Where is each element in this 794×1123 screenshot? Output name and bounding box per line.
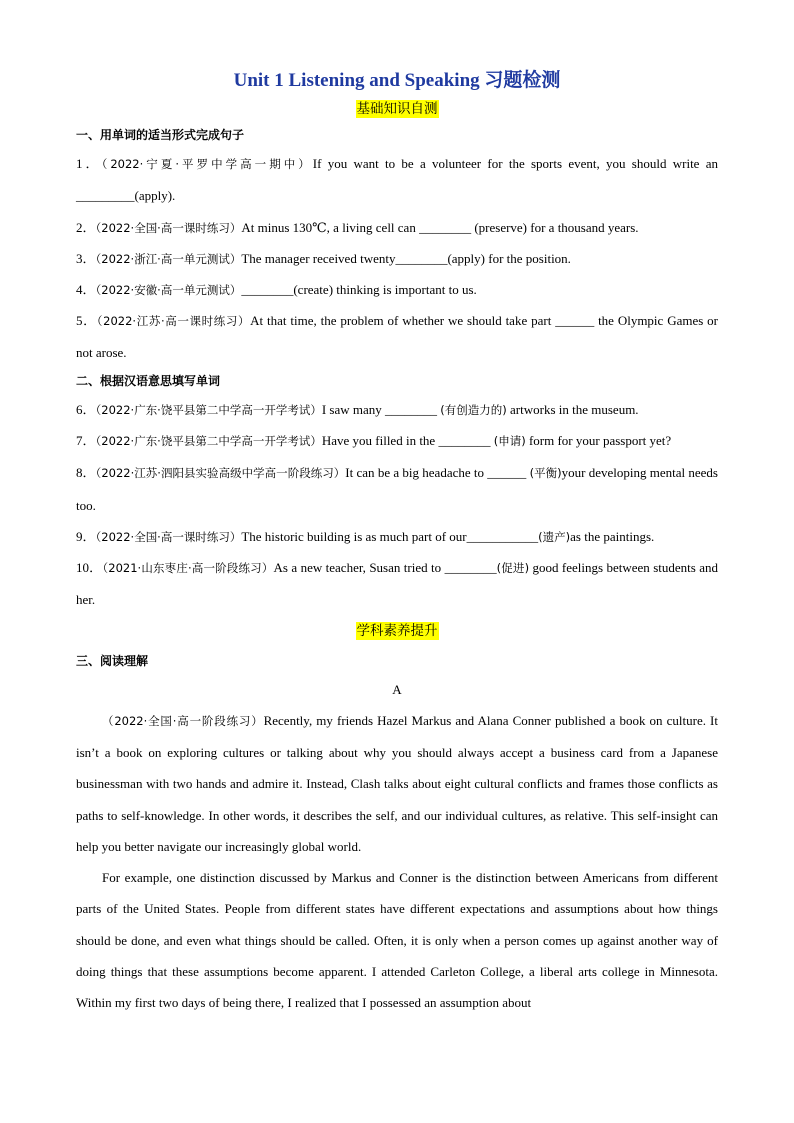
question-text: The manager received twenty________(apply) for the position. <box>241 250 571 266</box>
question-6: 6．（2022·广东·饶平县第二中学高一开学考试）I saw many ________ (有创造力的) artworks in the museum. <box>76 402 639 418</box>
question-4: 4．（2022·安徽·高一单元测试）________(create) thinking is important to us. <box>76 281 477 297</box>
passage-paragraph-2: For example, one distinction discussed by Markus and Conner is the distinction between Americans from different parts of the United States. People from different states have different expectations and assumptions about how things should be done, and even what things should be called. Often, it is only when a person comes up against another way of doing things that these assumptions become apparent. I attended Carleton College, a liberal arts college in Minnesota. Within my first two days of being there, I realized that I possessed an assumption about <box>76 870 718 1011</box>
question-8: 8．（2022·江苏·泗阳县实验高级中学高一阶段练习）It can be a big headache to ______ (平衡)your developing mental needs too. <box>76 465 718 513</box>
question-source: （2022·江苏·泗阳县实验高级中学高一阶段练习） <box>95 466 346 481</box>
page-title: Unit 1 Listening and Speaking 习题检测 <box>233 70 561 91</box>
question-text: ________(create) thinking is important to us. <box>241 281 477 297</box>
question-text: At minus 130℃, a living cell can ________ (preserve) for a thousand years. <box>241 219 639 235</box>
section-banner-literacy <box>76 618 718 644</box>
chinese-hint: (遗产) <box>538 530 571 545</box>
question-source: （2022·全国·高一课时练习） <box>95 220 242 235</box>
question-source: （2022·安徽·高一单元测试） <box>95 282 242 297</box>
passage-source: （2022·全国·高一阶段练习） <box>102 713 264 728</box>
question-10: 10．（2021·山东枣庄·高一阶段练习）As a new teacher, Susan tried to ________(促进) good feelings between students and her. <box>76 560 718 608</box>
question-source: （2022·广东·饶平县第二中学高一开学考试） <box>95 434 322 449</box>
chinese-hint: (促进) <box>496 561 530 576</box>
question-source: （2022·宁夏·平罗中学高一期中） <box>101 157 313 171</box>
part-heading-3: 三、阅读理解 <box>76 653 149 668</box>
question-source: （2022·江苏·高一课时练习） <box>96 313 251 328</box>
part-heading-1: 一、用单词的适当形式完成句子 <box>76 128 245 142</box>
question-source: （2022·全国·高一课时练习） <box>95 530 242 545</box>
question-source: （2021·山东枣庄·高一阶段练习） <box>102 561 274 576</box>
chinese-hint: (平衡) <box>529 466 562 481</box>
section-banner-basic <box>76 96 718 122</box>
question-5: 5．（2022·江苏·高一课时练习）At that time, the problem of whether we should take part ______ the Olympic Games or not arose. <box>76 312 718 360</box>
section-banner-literacy-label: 学科素养提升 <box>356 622 438 639</box>
question-7: 7．（2022·广东·饶平县第二中学高一开学考试）Have you filled in the ________ (申请) form for your passport yet? <box>76 433 672 449</box>
question-text: At that time, the problem of whether we should take part ______ the Olympic Games or not arose. <box>76 312 718 360</box>
worksheet-page <box>76 64 718 1019</box>
question-3: 3．（2022·浙江·高一单元测试）The manager received twenty________(apply) for the position. <box>76 250 571 266</box>
question-text: If you want to be a volunteer for the sports event, you should write an _________(apply). <box>76 156 718 204</box>
passage-paragraph-1: （2022·全国·高一阶段练习）Recently, my friends Hazel Markus and Alana Conner published a book on culture. It isn’t a book on exploring cultures or talking about why you should always accept a business card from a Japanese businessman with two hands and admire it. Instead, Clash talks about eight cultural conflicts and frames those conflicts as paths to self-knowledge. In other words, it describes the self, and our individual cultures, as relative. This self-insight can help you better navigate our increasingly global world. <box>76 712 719 854</box>
question-source: （2022·广东·饶平县第二中学高一开学考试） <box>95 403 322 418</box>
question-2: 2．（2022·全国·高一课时练习）At minus 130℃, a living cell can ________ (preserve) for a thousand years. <box>76 219 639 235</box>
chinese-hint: (有创造力的) <box>440 403 507 418</box>
part-heading-2: 二、根据汉语意思填写单词 <box>76 374 221 389</box>
passage-letter: A <box>392 681 402 697</box>
question-9: 9．（2022·全国·高一课时练习）The historic building is as much part of our___________(遗产)as the paintings. <box>76 529 655 545</box>
question-1: 1．（2022·宁夏·平罗中学高一期中）If you want to be a volunteer for the sports event, you should write an _________(apply). <box>76 156 718 204</box>
question-source: （2022·浙江·高一单元测试） <box>95 251 242 266</box>
chinese-hint: (申请) <box>493 434 526 449</box>
section-banner-basic-label: 基础知识自测 <box>356 101 438 117</box>
